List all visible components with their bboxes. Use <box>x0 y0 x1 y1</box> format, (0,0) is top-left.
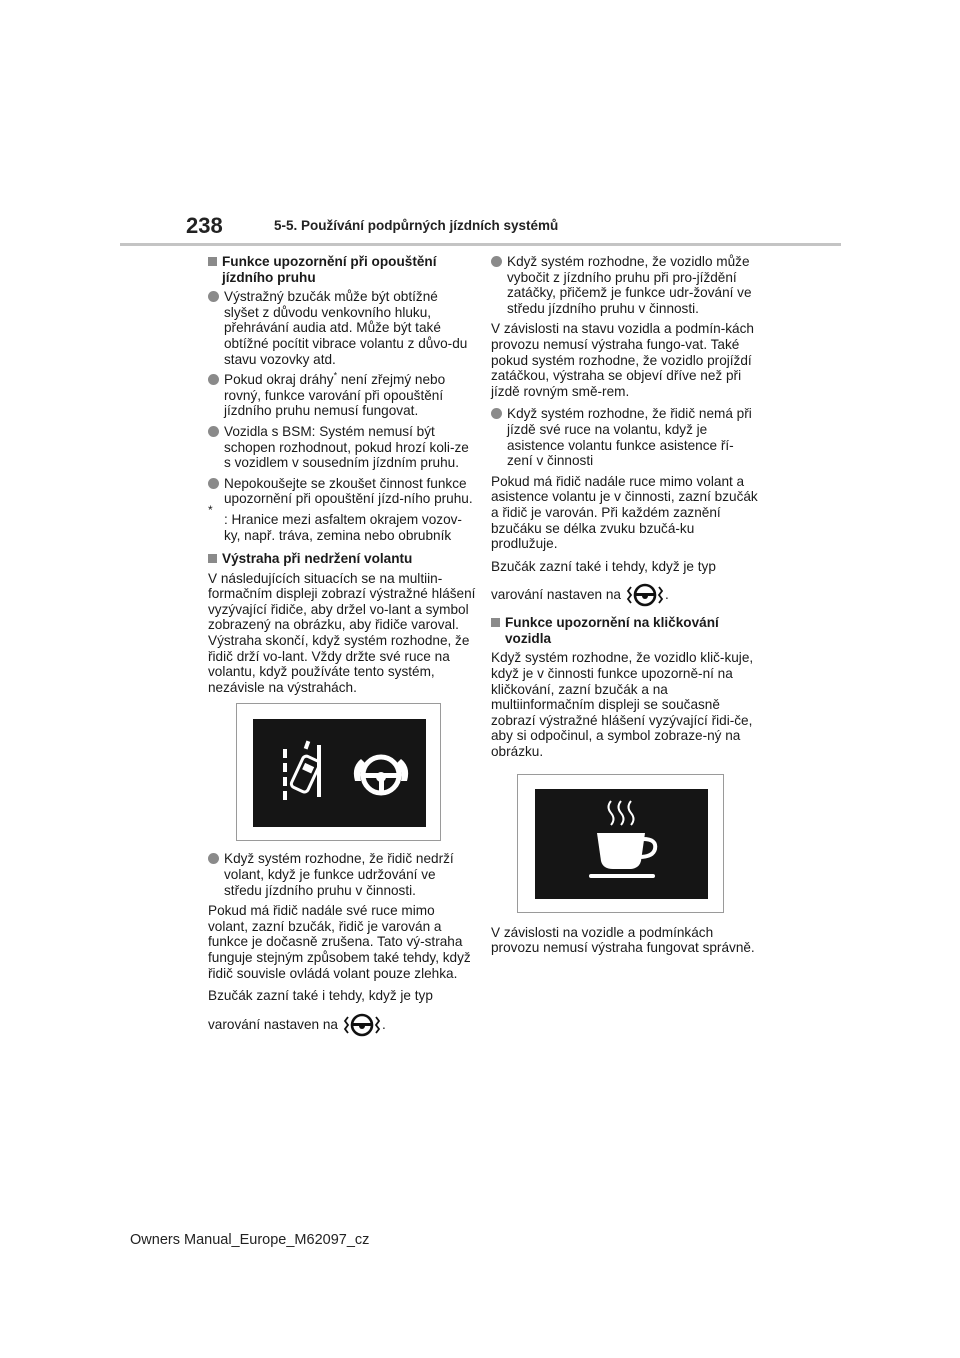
steering-wheel-icon <box>354 757 408 793</box>
paragraph: V následujících situacích se na multiin-formačním displeji zobrazí výstražné hlášení vyzývající řidiče, aby držel vo-lant a symbol zobrazený na obrázku, aby řidiče varoval. Výstraha skončí, když systém rozhodne, že řidič drží vo-lant. Vždy držte své ruce na volantu, když používáte tento systém, nezávisle na výstrahách. <box>208 570 476 695</box>
heading-sway-warning <box>491 615 759 646</box>
paragraph: Bzučák zazní také i tehdy, když je typ <box>208 988 433 1004</box>
coffee-cup-icon <box>535 789 708 899</box>
list-item-text: Když systém rozhodne, že vozidlo může vybočit z jízdního pruhu při pro-jíždění zatáčky, přičemž je funkce udr-žování ve středu jízdního pruhu v činnosti. <box>507 254 752 316</box>
round-bullet-icon <box>491 256 502 267</box>
heading-hands-off <box>208 551 476 567</box>
paragraph: Když systém rozhodne, že vozidlo klič-kuje, když je v činnosti funkce upozorně-ní na kličkování, zazní bzučák a na multiinformačním displeji se současně zobrazí výstražné hlášení vyzývající řidi-če, aby si odpočinul, a symbol zobraze-ný na obrázku. <box>491 650 754 760</box>
paragraph-text-end: . <box>381 1016 386 1032</box>
footnote: * : Hranice mezi asfaltem okrajem vozov-ky, např. tráva, zemina nebo obrubník <box>208 502 462 543</box>
paragraph: Pokud má řidič nadále ruce mimo volant a asistence volantu je v činnosti, zazní bzučák a řidič je varován. Při každém zaznění bzučáku se délka zvuku bzučá-ku prodlužuje. <box>491 473 758 552</box>
paragraph-with-icon <box>491 581 759 609</box>
list-item-text-post: není zřejmý nebo rovný, funkce varování při opouštění jízdního pruhu nemusí fungovat. <box>224 372 446 419</box>
paragraph-text: varování nastaven na <box>208 1016 338 1032</box>
list-item-text: Když systém rozhodne, že řidič nedrží volant, když je funkce udržování ve středu jízdního pruhu v činnosti. <box>224 851 454 898</box>
list-item <box>208 289 476 367</box>
list-item <box>208 476 476 507</box>
lane-steering-warning-graphic <box>253 719 426 827</box>
paragraph: V závislosti na stavu vozidla a podmín-kách provozu nemusí výstraha fungo-vat. Také pokud systém rozhodne, že vozidlo projíždí zatáčkou, výstraha se objeví dříve než při jízdě rovným smě-rem. <box>491 321 754 399</box>
list-item-text: Výstražný bzučák může být obtížné slyšet z důvodu venkovního hluku, přehrávání audia atd. Může být také obtížné pocítit vibrace volantu z důvo-du stavu vozovky atd. <box>224 289 468 367</box>
list-item-text-pre: Pokud okraj dráhy <box>224 372 334 388</box>
list-item <box>491 254 759 316</box>
round-bullet-icon <box>208 426 219 437</box>
heading-text: Výstraha při nedržení volantu <box>222 551 413 567</box>
footnote-marker: * <box>333 370 338 381</box>
header-divider <box>120 243 841 246</box>
heading-text: Funkce upozornění na kličkování vozidla <box>505 615 719 646</box>
page-number: 238 <box>186 213 223 238</box>
heading-text: Funkce upozornění při opouštění jízdního pruhu <box>222 254 437 285</box>
square-bullet-icon <box>208 554 217 563</box>
figure-display-rest-warning <box>517 774 724 913</box>
heading-lane-departure <box>208 254 476 285</box>
paragraph: Pokud má řidič nadále své ruce mimo volant, zazní bzučák, řidič je varován a funkce je dočasně zrušena. Tato vý-straha funguje stejným způsobem také tehdy, když řidič souvisle ovládá volant pouze zlehka. <box>208 903 471 981</box>
page-header <box>0 0 960 250</box>
right-column <box>491 254 759 963</box>
round-bullet-icon <box>491 408 502 419</box>
square-bullet-icon <box>208 257 217 266</box>
paragraph-with-icon <box>208 1011 476 1039</box>
list-item <box>208 372 476 419</box>
paragraph: Bzučák zazní také i tehdy, když je typ <box>491 558 716 574</box>
footer-manual-id: Owners Manual_Europe_M62097_cz <box>130 1232 370 1248</box>
round-bullet-icon <box>208 478 219 489</box>
steering-vibration-icon <box>625 581 665 609</box>
multi-information-display <box>535 789 708 899</box>
round-bullet-icon <box>208 853 219 864</box>
list-item <box>208 424 476 471</box>
round-bullet-icon <box>208 374 219 385</box>
lane-departure-icon <box>283 741 321 800</box>
footnote-text: : Hranice mezi asfaltem okrajem vozov-ky, např. tráva, zemina nebo obrubník <box>224 511 462 543</box>
section-title: 5-5. Používání podpůrných jízdních systémů <box>274 218 559 233</box>
left-column <box>208 254 476 1045</box>
list-item-text: Nepokoušejte se zkoušet činnost funkce upozornění při opouštění jízd-ního pruhu. <box>224 475 473 507</box>
square-bullet-icon <box>491 618 500 627</box>
list-item <box>208 851 476 898</box>
multi-information-display <box>253 719 426 827</box>
paragraph-text-end: . <box>664 587 669 603</box>
steering-vibration-icon <box>342 1011 382 1039</box>
list-item-text: Když systém rozhodne, že řidič nemá při jízdě své ruce na volantu, když je asistence volantu funkce asistence ří-zení v činnosti <box>507 406 752 469</box>
figure-display-hands-off <box>236 703 441 841</box>
round-bullet-icon <box>208 291 219 302</box>
paragraph: V závislosti na vozidle a podmínkách provozu nemusí výstraha fungovat správně. <box>491 924 755 956</box>
paragraph-text: varování nastaven na <box>491 587 621 603</box>
list-item-text: Vozidla s BSM: Systém nemusí být schopen rozhodnout, pokud hrozí koli-ze s vozidlem v sousedním jízdním pruhu. <box>224 423 469 471</box>
list-item <box>491 406 759 468</box>
